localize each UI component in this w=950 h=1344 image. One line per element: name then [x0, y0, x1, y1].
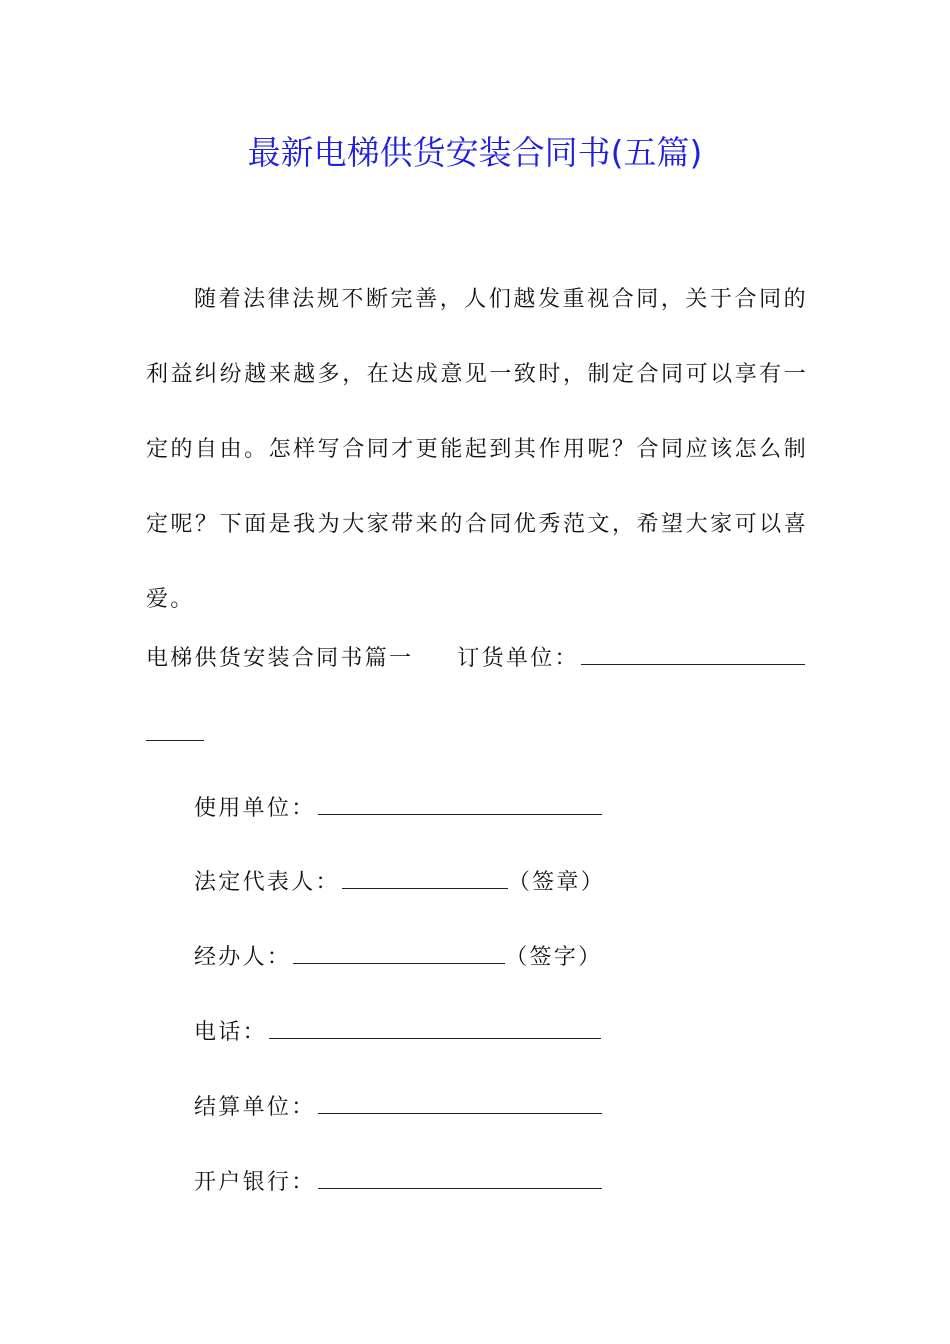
legal-rep-row: [194, 862, 605, 903]
ordering-unit-label: 订货单位：: [457, 646, 579, 671]
phone-row: [194, 1012, 601, 1053]
agent-blank: [293, 937, 505, 964]
bank-row: [194, 1162, 602, 1203]
legal-rep-note: （签章）: [507, 870, 606, 895]
bank-label: 开户银行：: [194, 1170, 316, 1195]
agent-label: 经办人：: [194, 945, 292, 970]
phone-blank: [269, 1012, 601, 1039]
legal-rep-blank: [342, 862, 508, 889]
section-heading: 电梯供货安装合同书篇一: [146, 646, 414, 671]
ordering-unit-blank-continued: [146, 718, 204, 741]
agent-note: （签字）: [505, 945, 603, 970]
using-unit-row: [194, 788, 602, 829]
ordering-unit-blank: [581, 638, 805, 665]
legal-rep-label: 法定代表人：: [194, 870, 340, 895]
using-unit-blank: [318, 788, 602, 815]
phone-label: 电话：: [194, 1020, 267, 1045]
section-heading-row: [146, 638, 805, 679]
settlement-unit-label: 结算单位：: [194, 1095, 316, 1120]
using-unit-label: 使用单位：: [194, 796, 316, 821]
document-title: 最新电梯供货安装合同书(五篇): [247, 133, 703, 172]
intro-paragraph: 随着法律法规不断完善，人们越发重视合同，关于合同的利益纠纷越来越多，在达成意见一致时，制定合同可以享有一定的自由。怎样写合同才更能起到其作用呢？合同应该怎么制定呢？下面是我为大家带来的合同优秀范文，希望大家可以喜爱。: [146, 287, 808, 612]
settlement-unit-blank: [318, 1087, 602, 1114]
bank-blank: [318, 1162, 602, 1189]
agent-row: [194, 937, 602, 978]
settlement-unit-row: [194, 1087, 602, 1128]
